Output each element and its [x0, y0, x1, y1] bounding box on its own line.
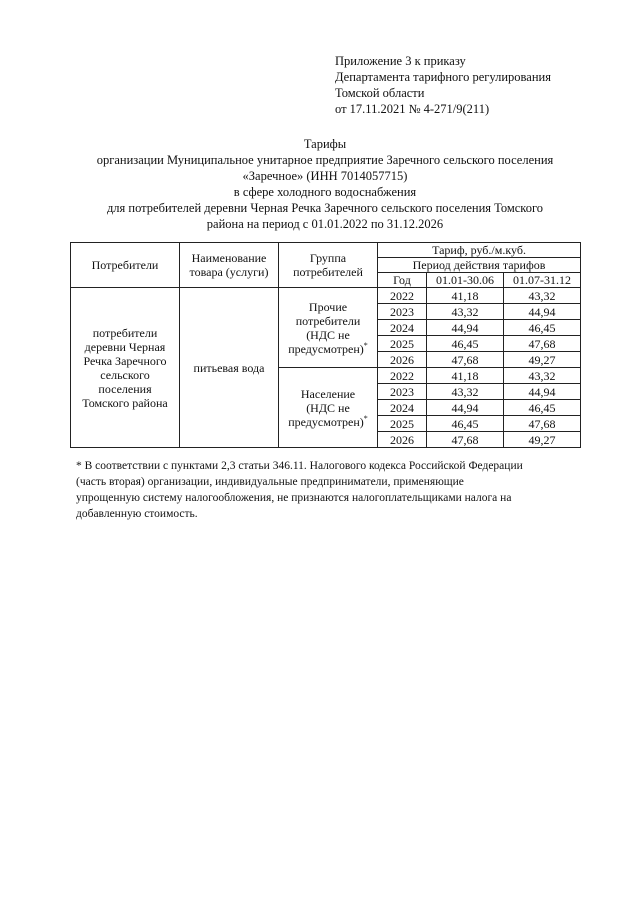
header-year: Год	[378, 273, 427, 288]
goods-cell: питьевая вода	[180, 288, 279, 448]
header-tariff: Тариф, руб./м.куб.	[378, 243, 581, 258]
footnote-mark: *	[363, 413, 368, 423]
tariff-cell: 46,45	[427, 336, 504, 352]
tariff-cell: 43,32	[427, 304, 504, 320]
heading-line: для потребителей деревни Черная Речка Заречного сельского поселения Томского	[106, 201, 544, 215]
appendix-line: от 17.11.2021 № 4-271/9(211)	[335, 102, 490, 116]
year-cell: 2022	[378, 368, 427, 384]
header-goods: Наименование товара (услуги)	[180, 243, 279, 288]
tariff-table	[70, 242, 581, 448]
year-cell: 2023	[378, 304, 427, 320]
header-half2: 01.07-31.12	[504, 273, 581, 288]
appendix-line: Приложение 3 к приказу	[335, 54, 466, 68]
tariff-cell: 47,68	[427, 352, 504, 368]
tariff-cell: 43,32	[504, 288, 581, 304]
header-period: Период действия тарифов	[378, 258, 581, 273]
tariff-cell: 41,18	[427, 368, 504, 384]
footnote-line: (часть вторая) организации, индивидуальные предприниматели, применяющие	[76, 476, 464, 488]
tariff-cell: 47,68	[504, 416, 581, 432]
header-group: Группа потребителей	[279, 243, 378, 288]
footnote	[76, 458, 586, 522]
year-cell: 2024	[378, 400, 427, 416]
tariff-cell: 49,27	[504, 432, 581, 448]
footnote-line: добавленную стоимость.	[76, 508, 198, 520]
group-cell-other: Прочие потребители (НДС не предусмотрен)*	[279, 288, 378, 368]
tariff-cell: 46,45	[504, 400, 581, 416]
appendix-block	[335, 53, 551, 117]
consumer-cell: потребители деревни Черная Речка Заречного сельского поселения Томского района	[71, 288, 180, 448]
tariff-cell: 47,68	[427, 432, 504, 448]
group-cell-population: Население (НДС не предусмотрен)*	[279, 368, 378, 448]
heading-title: Тарифы	[303, 137, 347, 151]
year-cell: 2022	[378, 288, 427, 304]
year-cell: 2025	[378, 336, 427, 352]
tariff-cell: 44,94	[427, 400, 504, 416]
table-row	[71, 288, 581, 304]
tariff-cell: 47,68	[504, 336, 581, 352]
header-half1: 01.01-30.06	[427, 273, 504, 288]
heading-line: «Заречное» (ИНН 7014057715)	[242, 169, 408, 183]
tariff-cell: 43,32	[427, 384, 504, 400]
document-heading	[70, 136, 580, 232]
year-cell: 2023	[378, 384, 427, 400]
appendix-line: Департамента тарифного регулирования	[335, 70, 551, 84]
tariff-cell: 46,45	[427, 416, 504, 432]
heading-line: организации Муниципальное унитарное предприятие Заречного сельского поселения	[96, 153, 554, 167]
footnote-line: * В соответствии с пунктами 2,3 статьи 346.11. Налогового кодекса Российской Федерации	[76, 460, 523, 472]
tariff-cell: 49,27	[504, 352, 581, 368]
footnote-mark: *	[363, 340, 368, 350]
year-cell: 2026	[378, 432, 427, 448]
tariff-cell: 46,45	[504, 320, 581, 336]
tariff-cell: 44,94	[427, 320, 504, 336]
header-consumers: Потребители	[71, 243, 180, 288]
tariff-cell: 44,94	[504, 304, 581, 320]
year-cell: 2026	[378, 352, 427, 368]
appendix-line: Томской области	[335, 86, 425, 100]
footnote-line: упрощенную систему налогообложения, не признаются налогоплательщиками налога на	[76, 492, 512, 504]
tariff-cell: 43,32	[504, 368, 581, 384]
tariff-cell: 41,18	[427, 288, 504, 304]
year-cell: 2024	[378, 320, 427, 336]
tariff-cell: 44,94	[504, 384, 581, 400]
heading-line: в сфере холодного водоснабжения	[233, 185, 417, 199]
year-cell: 2025	[378, 416, 427, 432]
heading-line: района на период с 01.01.2022 по 31.12.2026	[206, 217, 444, 231]
